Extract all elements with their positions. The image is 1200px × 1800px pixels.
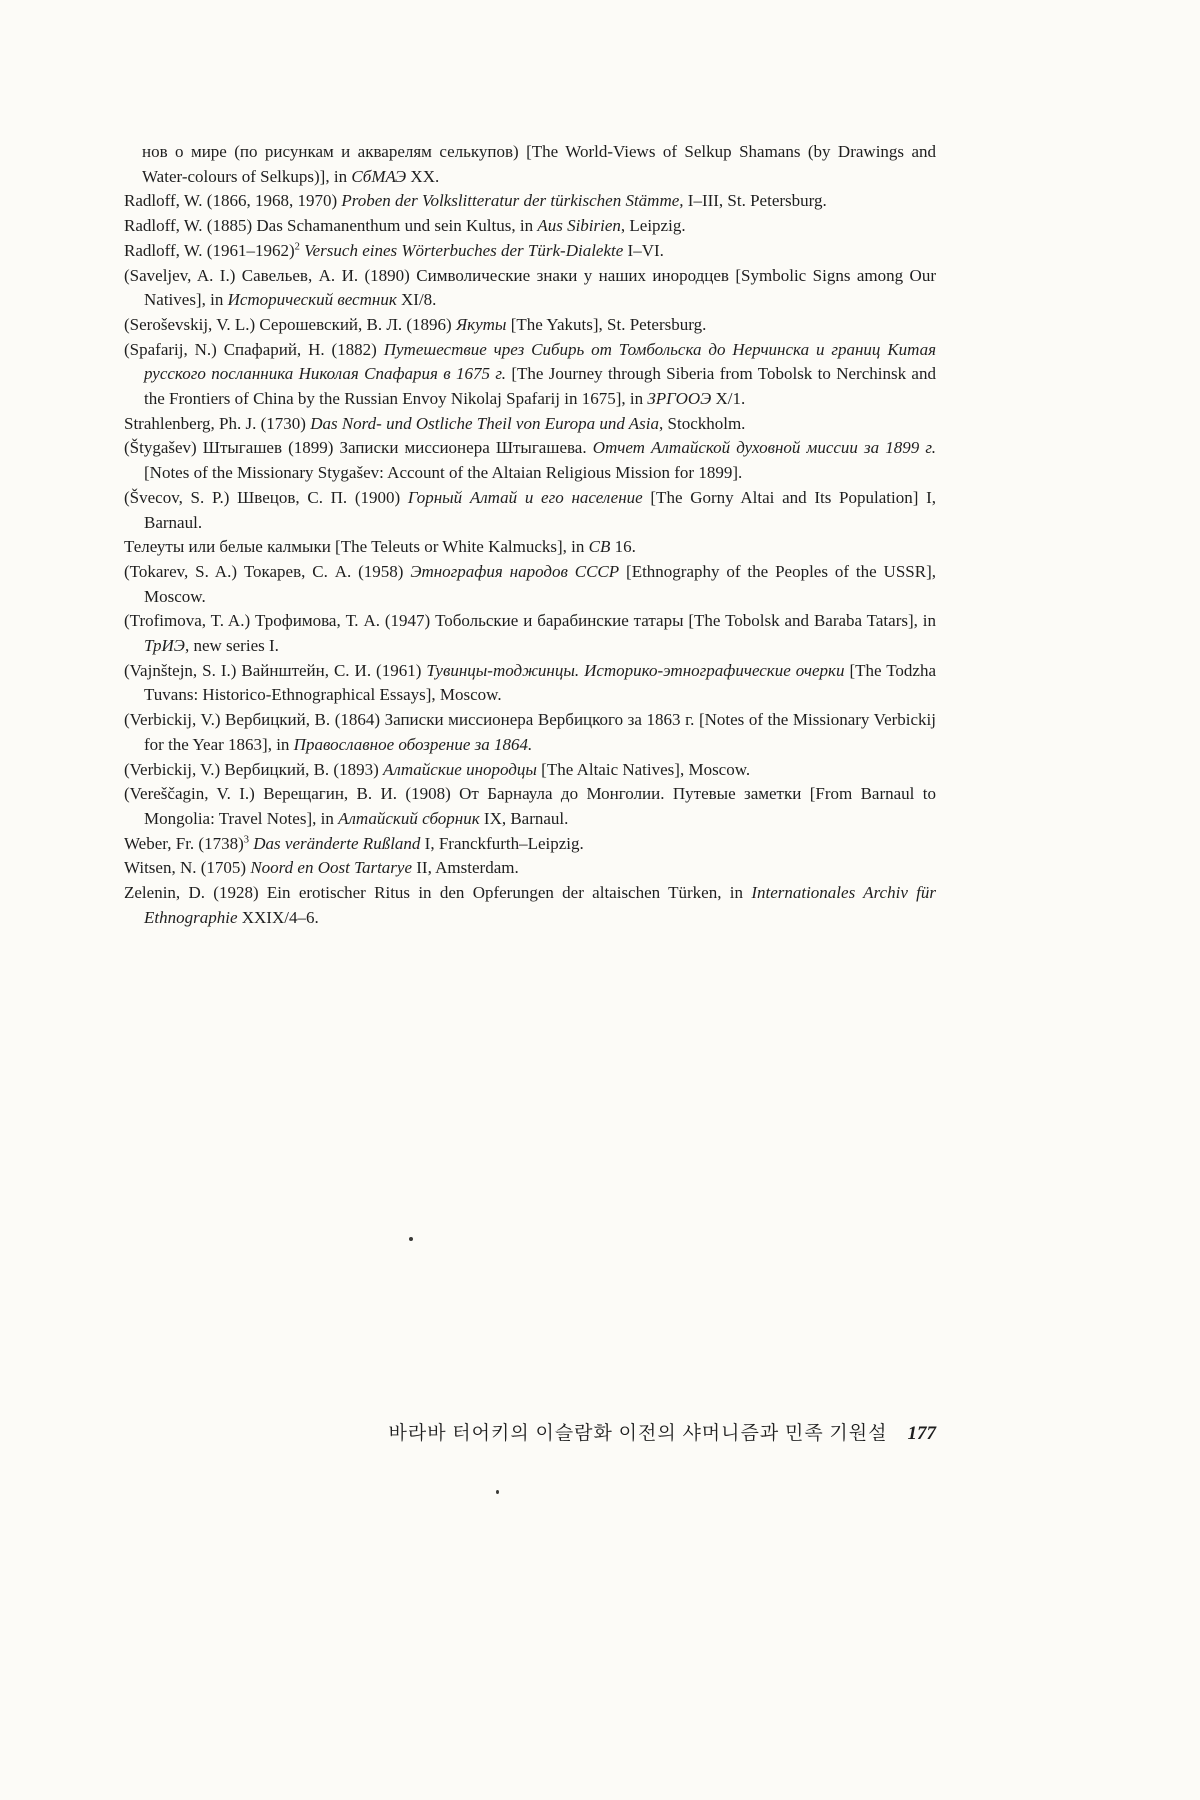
ink-speck [496,1490,499,1494]
footer-running-title: 바라바 터어키의 이슬람화 이전의 샤머니즘과 민족 기원설 [388,1423,888,1444]
reference-entry [124,832,936,857]
reference-text: (Štygašev) Штыгашев (1899) Записки миссионера Штыгашева. [124,438,593,458]
reference-text: Телеуты или белые калмыки [The Teleuts or White Kalmucks], in [124,537,589,557]
reference-text: I–III, St. Petersburg. [683,191,827,211]
reference-text: (Trofimova, T. A.) Трофимова, Т. А. (1947) Тобольские и барабинские татары [The Tobolsk and Baraba Tatars], in [124,611,936,631]
reference-text: Witsen, N. (1705) [124,858,251,878]
reference-title: Алтайский сборник [338,808,480,828]
reference-text: [The Journey through Siberia from Tobolsk to Nerchinsk and the Frontiers of China by the Russian Envoy Nikolaj Spafarij in 1675], in [144,364,936,409]
reference-superscript: 3 [243,834,250,846]
reference-text: (Vereščagin, V. I.) Верещагин, В. И. (1908) От Барнаула до Монголии. Путевые заметки [From Barnaul to Mongolia: Travel Notes], in [124,784,936,828]
reference-entry [124,264,936,313]
bibliography-list [124,140,936,931]
reference-title: Versuch eines Wörterbuches der Türk-Dialekte [304,240,624,260]
reference-title: ТрИЭ [144,636,185,656]
reference-text: II, Amsterdam. [412,858,519,878]
reference-title: Отчет Алтайской духовной миссии за 1899 г. [592,438,936,458]
reference-title: Алтайские инородцы [383,759,537,779]
footer-page-number: 177 [907,1423,936,1444]
reference-entry [124,338,936,412]
reference-title: Путешествие чрез Сибирь от Томбольска до Нерчинска и границ Китая русского посланника Николая Спафария в 1675 г. [144,339,936,384]
reference-text: X/1. [711,389,746,409]
reference-entry [124,758,936,783]
reference-text: [The Gorny Altai and Its Population] I, Barnaul. [144,487,936,532]
reference-entry [124,412,936,437]
reference-entry [124,436,936,485]
reference-title: Proben der Volkslitteratur der türkischen Stämme, [341,191,684,211]
reference-title: Якуты [455,314,507,334]
reference-text: , Leipzig. [620,216,686,236]
ink-speck [409,1237,413,1241]
reference-entry [124,313,936,338]
reference-title: Горный Алтай и его население [407,487,643,507]
reference-text: (Vajnštejn, S. I.) Вайнштейн, С. И. (1961) [124,660,427,680]
reference-text: (Seroševskij, V. L.) Серошевский, В. Л. (1896) [124,314,456,334]
reference-title: Этнография народов СССР [410,561,620,581]
reference-text: I, Franckfurth–Leipzig. [420,833,584,853]
reference-text: XI/8. [396,290,437,310]
reference-text: IX, Barnaul. [479,808,569,828]
reference-text: Zelenin, D. (1928) Ein erotischer Ritus in den Opferungen der altaischen Türken, in [124,883,752,903]
reference-entry [124,782,936,831]
reference-text: XX. [406,166,440,186]
reference-text: 16. [610,537,636,557]
reference-text: (Švecov, S. P.) Швецов, С. П. (1900) [124,487,408,507]
reference-text: (Verbickij, V.) Вербицкий, В. (1893) [124,759,384,779]
reference-title: Aus Sibirien [537,216,621,236]
reference-entry [124,659,936,708]
reference-entry [124,708,936,757]
reference-text: , Stockholm. [659,413,746,433]
reference-entry [124,609,936,658]
reference-text: нов о мире (по рисункам и акварелям селькупов) [The World-Views of Selkup Shamans (by Drawings and Water-colours of Selkups)], in [142,142,936,186]
reference-text: (Tokarev, S. A.) Токарев, С. А. (1958) [124,561,411,581]
reference-entry [124,214,936,239]
reference-entry [124,189,936,214]
reference-title: Noord en Oost Tartarye [250,858,413,878]
reference-text: Weber, Fr. (1738) [124,833,244,853]
reference-title: ЗРГООЭ [647,389,712,409]
reference-superscript: 2 [294,241,300,253]
reference-text: [The Altaic Natives], Moscow. [536,759,751,779]
reference-entry [124,486,936,535]
reference-text: (Verbickij, V.) Вербицкий, В. (1864) Записки миссионера Вербицкого за 1863 г. [Notes of the Missionary Verbickij for the Year 1863], in [124,710,936,754]
reference-text: Radloff, W. (1961–1962) [124,240,295,260]
reference-title: Das Nord- und Ostliche Theil von Europa und Asia [310,413,660,433]
reference-entry [124,140,936,189]
reference-text: Strahlenberg, Ph. J. (1730) [124,413,311,433]
page-footer [124,1418,936,1445]
reference-text: Radloff, W. (1885) Das Schamanenthum und sein Kultus, in [124,216,538,236]
reference-text: (Saveljev, A. I.) Савельев, А. И. (1890) Символические знаки у наших инородцев [Symbolic Signs among Our Natives], in [124,265,936,310]
reference-text: Radloff, W. (1866, 1968, 1970) [124,191,342,211]
reference-title: Православное обозрение за 1864. [293,734,533,754]
reference-text: XXIX/4–6. [237,907,319,927]
reference-text: , new series I. [184,636,279,656]
reference-text: [The Todzha Tuvans: Historico-Ethnographical Essays], Moscow. [144,660,937,705]
reference-title: СбМАЭ [351,166,407,186]
reference-title: Исторический вестник [227,290,397,310]
reference-title: Das veränderte Rußland [253,833,421,853]
reference-title: Internationales Archiv für Ethnographie [144,883,936,927]
reference-text: I–VI. [623,240,664,260]
reference-entry [124,239,936,264]
reference-text: (Spafarij, N.) Спафарий, Н. (1882) [124,339,384,359]
reference-entry [124,535,936,560]
reference-entry [124,881,936,930]
reference-text: [The Yakuts], St. Petersburg. [506,314,707,334]
reference-title: СВ [588,537,611,557]
reference-text: [Notes of the Missionary Stygašev: Account of the Altaian Religious Mission for 1899]. [144,463,743,483]
reference-entry [124,856,936,881]
reference-text: [Ethnography of the Peoples of the USSR], Moscow. [144,561,936,606]
reference-entry [124,560,936,609]
reference-title: Тувинцы-тоджинцы. Историко-этнографические очерки [426,660,845,680]
